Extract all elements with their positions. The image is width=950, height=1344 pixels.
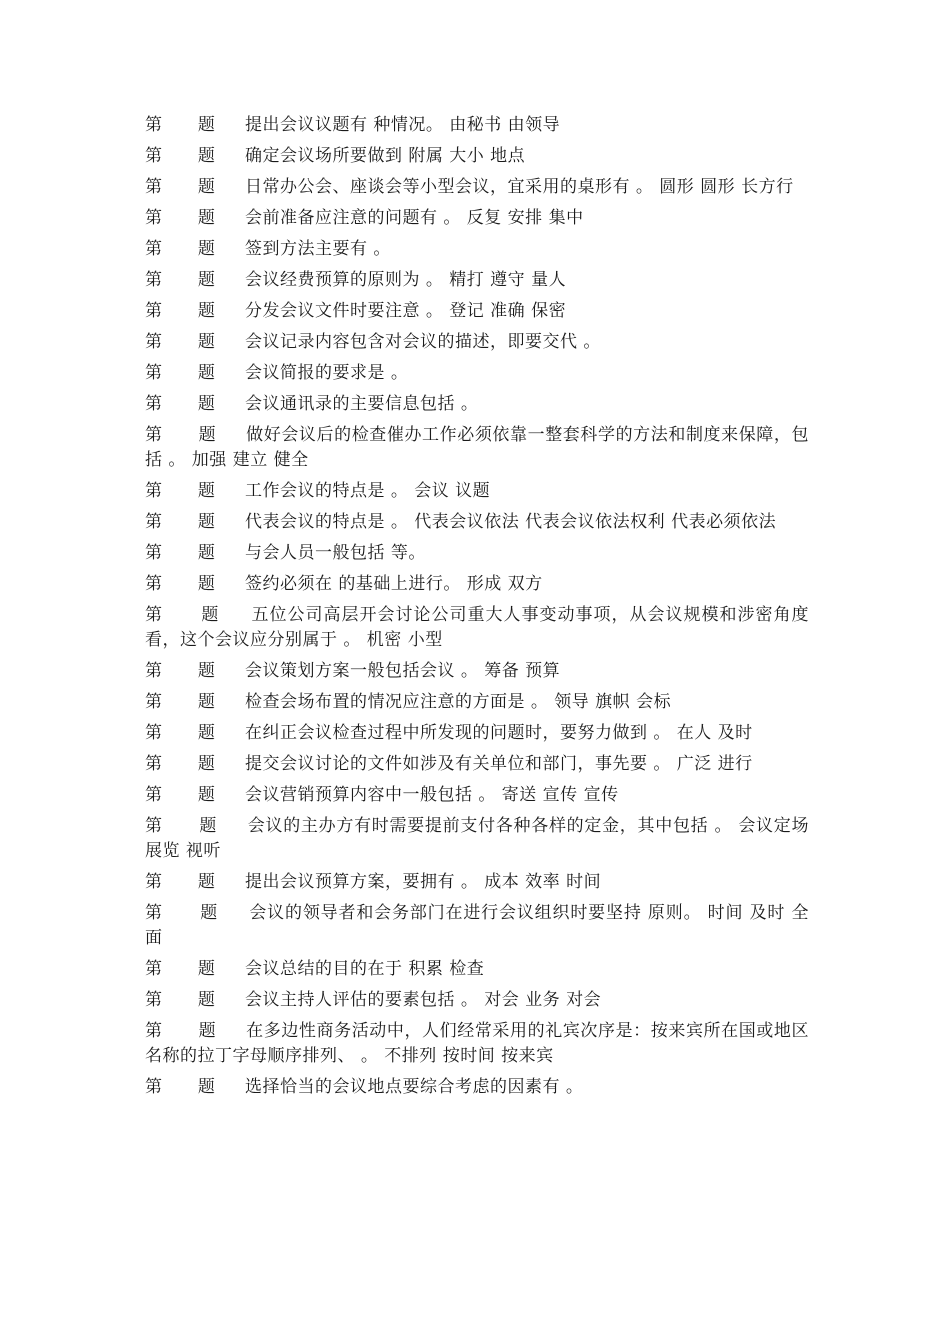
question-item [145, 603, 809, 653]
question-text: 确定会议场所要做到 附属 大小 地点 [244, 146, 526, 166]
question-item [145, 299, 809, 324]
question-number-label: 第 题 [145, 208, 245, 228]
question-number-label: 第 题 [145, 425, 247, 445]
question-item [145, 572, 809, 597]
question-number-label: 第 题 [145, 605, 252, 625]
question-number-label: 第 题 [145, 512, 245, 532]
question-item [145, 1075, 809, 1100]
question-number-label: 第 题 [145, 959, 245, 979]
question-item [145, 392, 809, 417]
question-text: 代表会议的特点是 。 代表会议依法 代表会议依法权利 代表必须依法 [244, 512, 777, 532]
question-text: 会议主持人评估的要素包括 。 对会 业务 对会 [244, 990, 602, 1010]
question-text: 在纠正会议检查过程中所发现的问题时，要努力做到 。 在人 及时 [244, 723, 753, 743]
question-text: 选择恰当的会议地点要综合考虑的因素有 。 [244, 1077, 584, 1097]
question-item [145, 479, 809, 504]
question-number-label: 第 题 [145, 270, 245, 290]
question-item [145, 690, 809, 715]
question-item [145, 510, 809, 535]
question-text: 会前准备应注意的问题有 。 反复 安排 集中 [244, 208, 584, 228]
question-item [145, 870, 809, 895]
question-list [145, 113, 809, 1106]
question-text: 会议通讯录的主要信息包括 。 [244, 394, 479, 414]
question-number-label: 第 题 [145, 332, 245, 352]
question-item [145, 752, 809, 777]
question-text: 会议策划方案一般包括会议 。 筹备 预算 [244, 661, 561, 681]
question-item [145, 144, 809, 169]
question-text: 提出会议预算方案，要拥有 。 成本 效率 时间 [244, 872, 602, 892]
question-number-label: 第 题 [145, 115, 245, 135]
question-item [145, 814, 809, 864]
question-number-label: 第 题 [145, 816, 248, 836]
question-item [145, 361, 809, 386]
question-text: 会议营销预算内容中一般包括 。 寄送 宣传 宣传 [244, 785, 619, 805]
question-item [145, 237, 809, 262]
question-number-label: 第 题 [145, 990, 245, 1010]
question-text: 五位公司高层开会讨论公司重大人事变动事项，从会议规模和涉密角度看，这个会议应分别属于 。 机密 小型 [145, 605, 810, 650]
question-item [145, 783, 809, 808]
question-number-label: 第 题 [145, 785, 245, 805]
question-number-label: 第 题 [145, 692, 245, 712]
question-item [145, 423, 809, 473]
question-number-label: 第 题 [145, 661, 245, 681]
question-item [145, 113, 809, 138]
question-text: 会议记录内容包含对会议的描述，即要交代 。 [244, 332, 601, 352]
question-text: 会议简报的要求是 。 [244, 363, 409, 383]
question-text: 会议的领导者和会务部门在进行会议组织时要坚持 原则。 时间 及时 全面 [145, 903, 809, 948]
question-number-label: 第 题 [145, 394, 245, 414]
question-text: 检查会场布置的情况应注意的方面是 。 领导 旗帜 会标 [244, 692, 672, 712]
question-text: 签到方法主要有 。 [244, 239, 391, 259]
question-text: 签约必须在 的基础上进行。 形成 双方 [244, 574, 543, 594]
question-number-label: 第 题 [145, 301, 245, 321]
question-number-label: 第 题 [145, 481, 245, 501]
question-number-label: 第 题 [145, 754, 245, 774]
question-number-label: 第 题 [145, 872, 245, 892]
question-item [145, 957, 809, 982]
question-item [145, 901, 809, 951]
question-text: 会议的主办方有时需要提前支付各种各样的定金，其中包括 。 会议定场 展览 视听 [145, 816, 809, 861]
question-item [145, 541, 809, 566]
question-number-label: 第 题 [145, 723, 245, 743]
question-text: 会议经费预算的原则为 。 精打 遵守 量人 [244, 270, 567, 290]
question-text: 分发会议文件时要注意 。 登记 准确 保密 [244, 301, 567, 321]
question-number-label: 第 题 [145, 239, 245, 259]
question-item [145, 721, 809, 746]
question-text: 提出会议议题有 种情况。 由秘书 由领导 [244, 115, 561, 135]
question-item [145, 206, 809, 231]
question-number-label: 第 题 [145, 543, 245, 563]
question-item [145, 175, 809, 200]
question-number-label: 第 题 [145, 1077, 245, 1097]
question-number-label: 第 题 [145, 574, 245, 594]
question-item [145, 330, 809, 355]
question-number-label: 第 题 [145, 146, 245, 166]
question-text: 做好会议后的检查催办工作必须依靠一整套科学的方法和制度来保障，包括 。 加强 建立 健全 [145, 425, 809, 470]
question-text: 日常办公会、座谈会等小型会议，宜采用的桌形有 。 圆形 圆形 长方行 [244, 177, 794, 197]
question-item [145, 1019, 809, 1069]
question-text: 与会人员一般包括 等。 [244, 543, 426, 563]
question-number-label: 第 题 [145, 363, 245, 383]
question-item [145, 988, 809, 1013]
question-text: 在多边性商务活动中，人们经常采用的礼宾次序是：按来宾所在国或地区名称的拉丁字母顺序排列、 。 不排列 按时间 按来宾 [145, 1021, 809, 1066]
question-item [145, 268, 809, 293]
question-text: 提交会议讨论的文件如涉及有关单位和部门，事先要 。 广泛 进行 [244, 754, 753, 774]
question-item [145, 659, 809, 684]
question-number-label: 第 题 [145, 903, 250, 923]
question-number-label: 第 题 [145, 1021, 247, 1041]
question-text: 会议总结的目的在于 积累 检查 [244, 959, 485, 979]
question-number-label: 第 题 [145, 177, 245, 197]
question-text: 工作会议的特点是 。 会议 议题 [244, 481, 491, 501]
